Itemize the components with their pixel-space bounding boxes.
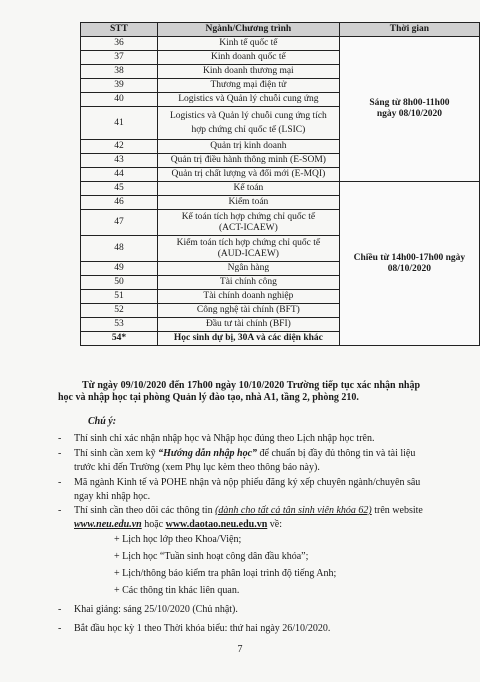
row-stt: 53 — [81, 318, 158, 332]
note-text: Bắt đầu học kỳ 1 theo Thời khóa biểu: thứ hai ngày 26/10/2020. — [74, 623, 331, 634]
note-text: Thí sinh chỉ xác nhận nhập học và Nhập học đúng theo Lịch nhập học trên. — [74, 433, 375, 444]
note-item — [58, 622, 428, 636]
row-program: Đầu tư tài chính (BFI) — [157, 318, 339, 332]
row-stt: 39 — [81, 79, 158, 93]
row-stt: 50 — [81, 276, 158, 290]
table-row — [81, 37, 480, 51]
notes-title: Chú ý: — [88, 416, 117, 427]
row-stt: 43 — [81, 154, 158, 168]
note-text: Thí sinh cần theo dõi các thông tin (dành cho tất cả tân sinh viên khóa 62) trên website www.neu.edu.vn hoặc www.daotao.neu.edu.vn về: — [74, 505, 423, 530]
row-stt: 47 — [81, 210, 158, 236]
row-program: Kinh doanh quốc tế — [157, 51, 339, 65]
sub-item: + Lịch học lớp theo Khoa/Viện; — [114, 534, 242, 545]
website-link-daotao[interactable]: www.daotao.neu.edu.vn — [165, 519, 268, 530]
row-stt: 48 — [81, 236, 158, 262]
row-program: Kiểm toán — [157, 196, 339, 210]
row-stt: 54* — [81, 332, 158, 346]
website-link-neu[interactable]: www.neu.edu.vn — [74, 519, 142, 530]
row-program: Kinh doanh thương mại — [157, 65, 339, 79]
row-program: Quản trị điều hành thông minh (E-SOM) — [157, 154, 339, 168]
table-header-row — [81, 23, 480, 37]
schedule-table — [80, 22, 480, 346]
row-stt: 36 — [81, 37, 158, 51]
note-item — [58, 504, 428, 532]
dash-marker: - — [58, 448, 62, 459]
note-text: Mã ngành Kinh tế và POHE nhận và nộp phiếu đăng ký xếp chuyên ngành/chuyên sâu ngay khi nhập học. — [74, 477, 421, 502]
row-stt: 42 — [81, 140, 158, 154]
note-item — [58, 476, 428, 504]
note-text: Khai giảng: sáng 25/10/2020 (Chủ nhật). — [74, 604, 238, 615]
time-afternoon: Chiều từ 14h00-17h00 ngày 08/10/2020 — [339, 182, 479, 346]
page-number: 7 — [237, 644, 243, 655]
row-program: Tài chính công — [157, 276, 339, 290]
dash-marker: - — [58, 623, 62, 634]
header-program: Ngành/Chương trình — [157, 23, 339, 37]
dash-marker: - — [58, 433, 62, 444]
row-stt: 44 — [81, 168, 158, 182]
dash-marker: - — [58, 505, 62, 516]
row-stt: 51 — [81, 290, 158, 304]
dash-marker: - — [58, 477, 62, 488]
dash-marker: - — [58, 604, 62, 615]
row-program: Kinh tế quốc tế — [157, 37, 339, 51]
row-stt: 49 — [81, 262, 158, 276]
row-program: Công nghệ tài chính (BFT) — [157, 304, 339, 318]
row-program: Kiểm toán tích hợp chứng chỉ quốc tế (AUD-ICAEW) — [157, 236, 339, 262]
row-program: Thương mại điện tử — [157, 79, 339, 93]
notice-paragraph: Từ ngày 09/10/2020 đến 17h00 ngày 10/10/2020 Trường tiếp tục xác nhận nhập học và nhập học tại phòng Quản lý đào tạo, nhà A1, tầng 2, phòng 210. — [58, 380, 420, 403]
row-stt: 38 — [81, 65, 158, 79]
table-row — [81, 182, 480, 196]
time-morning: Sáng từ 8h00-11h00 ngày 08/10/2020 — [339, 37, 479, 182]
note-item — [58, 603, 428, 617]
sub-item: + Lịch học “Tuần sinh hoạt công dân đầu khóa”; — [114, 551, 309, 562]
sub-item: + Các thông tin khác liên quan. — [114, 585, 240, 596]
row-stt: 46 — [81, 196, 158, 210]
row-stt: 41 — [81, 107, 158, 140]
note-item — [58, 432, 428, 446]
note-text: Thí sinh cần xem kỹ “Hướng dẫn nhập học” để chuẩn bị đầy đủ thông tin và tài liệu trước khi đến Trường (xem Phụ lục kèm theo thông báo này). — [74, 448, 416, 473]
row-program: Kế toán tích hợp chứng chỉ quốc tế (ACT-ICAEW) — [157, 210, 339, 236]
row-stt: 37 — [81, 51, 158, 65]
row-program: Học sinh dự bị, 30A và các diện khác — [157, 332, 339, 346]
row-stt: 40 — [81, 93, 158, 107]
header-time: Thời gian — [339, 23, 479, 37]
row-program: Ngân hàng — [157, 262, 339, 276]
row-program: Logistics và Quản lý chuỗi cung ứng tích hợp chứng chỉ quốc tế (LSIC) — [157, 107, 339, 140]
row-program: Kế toán — [157, 182, 339, 196]
row-program: Tài chính doanh nghiệp — [157, 290, 339, 304]
row-program: Quản trị kinh doanh — [157, 140, 339, 154]
row-stt: 45 — [81, 182, 158, 196]
sub-item: + Lịch/thông báo kiểm tra phân loại trình độ tiếng Anh; — [114, 568, 337, 579]
header-stt: STT — [81, 23, 158, 37]
row-stt: 52 — [81, 304, 158, 318]
row-program: Quản trị chất lượng và đổi mới (E-MQI) — [157, 168, 339, 182]
row-program: Logistics và Quản lý chuỗi cung ứng — [157, 93, 339, 107]
note-item — [58, 447, 428, 475]
